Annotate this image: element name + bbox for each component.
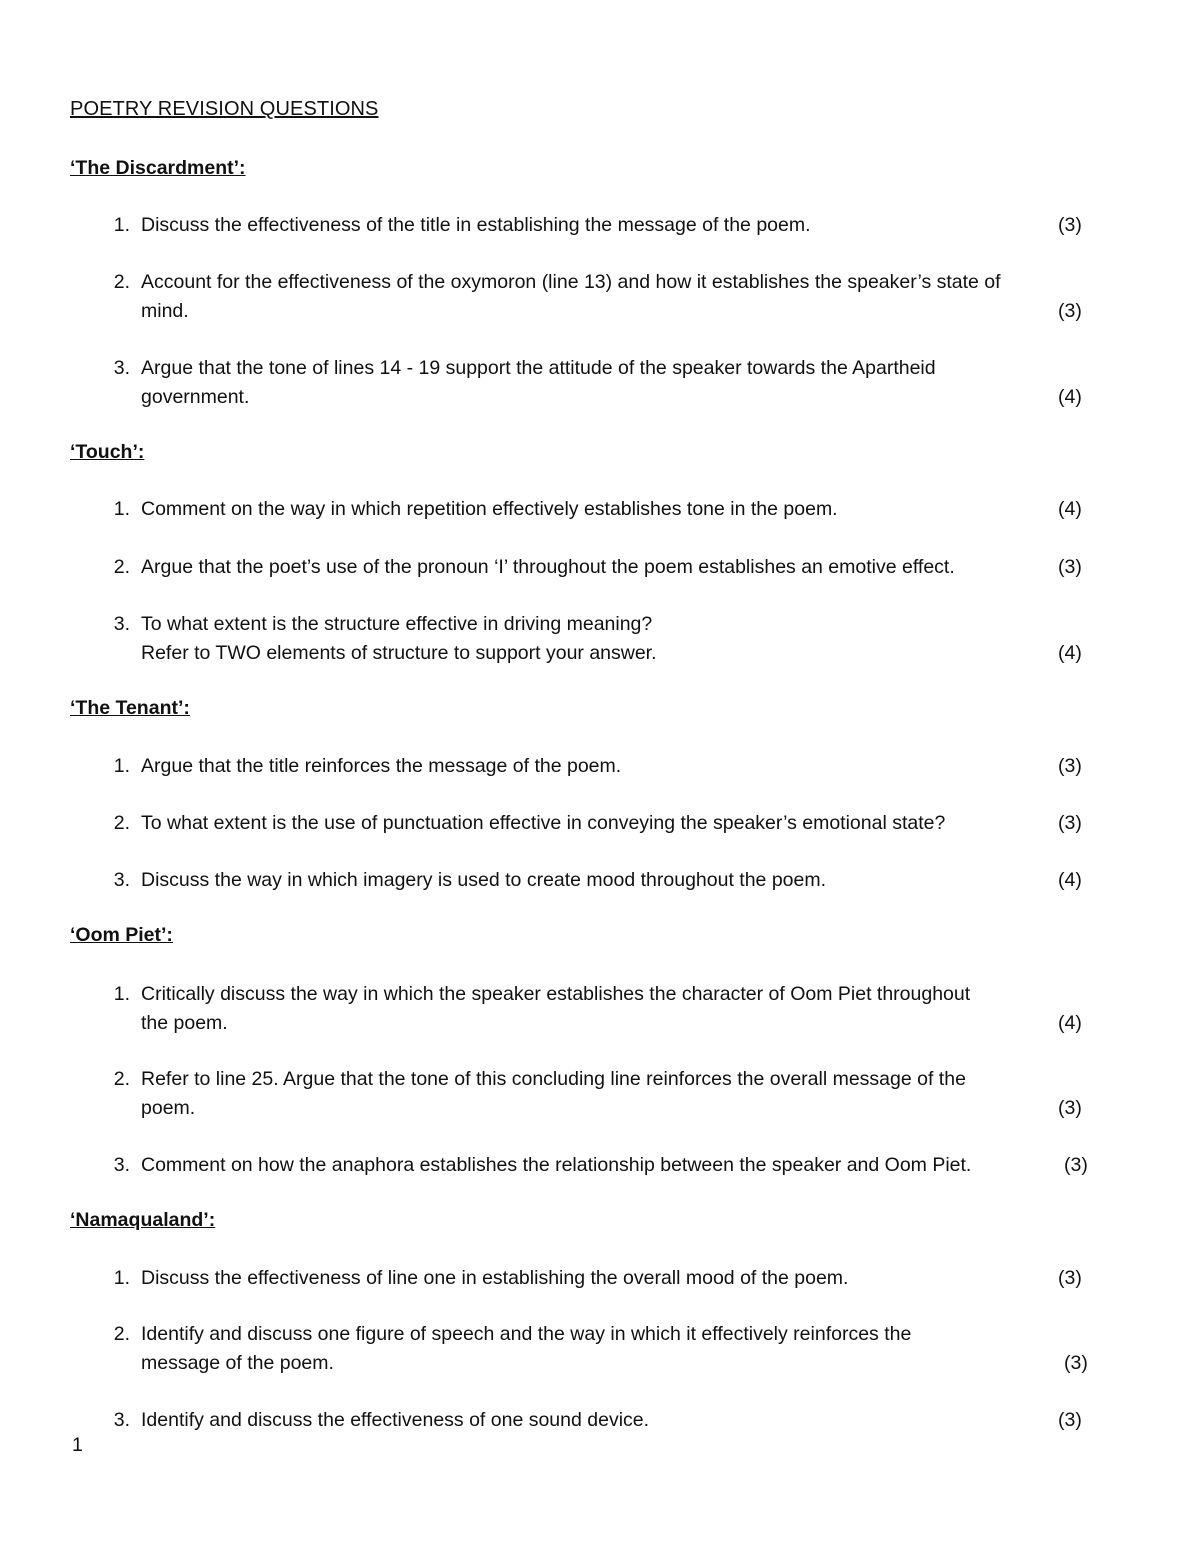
question-text: Critically discuss the way in which the speaker establishes the character of Oom Piet throughout — [141, 983, 971, 1005]
page-number: 1 — [72, 1434, 83, 1456]
question-text: Argue that the tone of lines 14 - 19 support the attitude of the speaker towards the Apartheid — [141, 357, 936, 379]
question-number: 2. — [113, 1323, 130, 1345]
question-marks: (3) — [1058, 1267, 1082, 1289]
question-marks: (3) — [1058, 755, 1082, 777]
question-text: mind. — [141, 300, 189, 322]
question-marks: (4) — [1058, 869, 1082, 891]
question-text: Comment on the way in which repetition effectively establishes tone in the poem. — [141, 498, 838, 520]
question-text: Account for the effectiveness of the oxymoron (line 13) and how it establishes the speaker’s state of — [141, 271, 1001, 293]
question-number: 3. — [113, 1409, 130, 1431]
question-number: 2. — [113, 556, 130, 578]
question-number: 1. — [113, 1267, 130, 1289]
section-heading-the-tenant: ‘The Tenant’: — [70, 697, 190, 719]
question-marks: (3) — [1064, 1352, 1088, 1374]
question-number: 2. — [113, 1068, 130, 1090]
question-marks: (4) — [1058, 386, 1082, 408]
question-text: Refer to TWO elements of structure to support your answer. — [141, 642, 657, 664]
question-number: 1. — [113, 755, 130, 777]
question-text: Argue that the poet’s use of the pronoun ‘I’ throughout the poem establishes an emotive effect. — [141, 556, 955, 578]
question-text: Discuss the way in which imagery is used to create mood throughout the poem. — [141, 869, 827, 891]
question-marks: (3) — [1058, 812, 1082, 834]
section-heading-oom-piet: ‘Oom Piet’: — [70, 924, 173, 946]
question-marks: (3) — [1058, 300, 1082, 322]
question-text: To what extent is the structure effective in driving meaning? — [141, 613, 653, 635]
section-heading-the-discardment: ‘The Discardment’: — [70, 157, 246, 179]
question-number: 1. — [113, 983, 130, 1005]
section-heading-touch: ‘Touch’: — [70, 441, 145, 463]
question-text: the poem. — [141, 1012, 228, 1034]
question-text: poem. — [141, 1097, 196, 1119]
question-marks: (3) — [1058, 556, 1082, 578]
question-marks: (3) — [1058, 214, 1082, 236]
question-text: Argue that the title reinforces the message of the poem. — [141, 755, 622, 777]
question-text: government. — [141, 386, 250, 408]
question-number: 3. — [113, 1154, 130, 1176]
question-number: 3. — [113, 613, 130, 635]
question-number: 3. — [113, 357, 130, 379]
page-title: POETRY REVISION QUESTIONS — [70, 98, 379, 120]
question-number: 1. — [113, 498, 130, 520]
question-number: 2. — [113, 271, 130, 293]
question-text: Comment on how the anaphora establishes the relationship between the speaker and Oom Piet. — [141, 1154, 972, 1176]
question-text: Identify and discuss one figure of speech and the way in which it effectively reinforces the — [141, 1323, 912, 1345]
question-marks: (3) — [1058, 1097, 1082, 1119]
question-text: Discuss the effectiveness of the title in establishing the message of the poem. — [141, 214, 811, 236]
question-text: Discuss the effectiveness of line one in establishing the overall mood of the poem. — [141, 1267, 849, 1289]
question-marks: (3) — [1058, 1409, 1082, 1431]
question-text: To what extent is the use of punctuation effective in conveying the speaker’s emotional state? — [141, 812, 946, 834]
question-marks: (4) — [1058, 1012, 1082, 1034]
question-text: Refer to line 25. Argue that the tone of this concluding line reinforces the overall message of the — [141, 1068, 966, 1090]
question-number: 2. — [113, 812, 130, 834]
question-marks: (4) — [1058, 642, 1082, 664]
question-text: Identify and discuss the effectiveness of one sound device. — [141, 1409, 650, 1431]
question-marks: (4) — [1058, 498, 1082, 520]
question-marks: (3) — [1064, 1154, 1088, 1176]
question-text: message of the poem. — [141, 1352, 334, 1374]
question-number: 1. — [113, 214, 130, 236]
question-number: 3. — [113, 869, 130, 891]
section-heading-namaqualand: ‘Namaqualand’: — [70, 1209, 216, 1231]
